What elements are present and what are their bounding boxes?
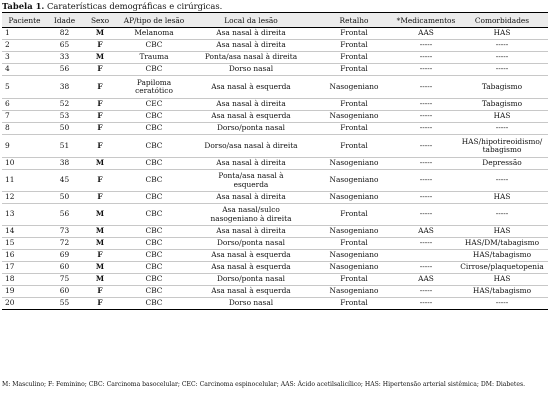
cell-medicamentos: AAS — [396, 28, 456, 40]
cell-ap-tipo-lesao: CBC — [118, 135, 190, 158]
cell-sexo: M — [82, 238, 118, 250]
cell-comorbidades: HAS/hipotireoidismo/ tabagismo — [456, 135, 548, 158]
cell-comorbidades: ----- — [456, 40, 548, 52]
table-row — [2, 28, 548, 40]
table-row — [2, 250, 548, 262]
cell-paciente: 11 — [2, 170, 47, 192]
cell-sexo: M — [82, 204, 118, 226]
cell-medicamentos — [396, 250, 456, 262]
caption-label: Tabela 1. — [2, 1, 45, 11]
cell-ap-tipo-lesao: CBC — [118, 111, 190, 123]
table-row — [2, 262, 548, 274]
cell-idade: 60 — [47, 262, 82, 274]
table-caption — [2, 1, 222, 12]
cell-medicamentos: ----- — [396, 64, 456, 76]
cell-local-lesao: Asa nasal à direita — [190, 28, 312, 40]
cell-comorbidades: ----- — [456, 52, 548, 64]
cell-ap-tipo-lesao: CEC — [118, 99, 190, 111]
cell-sexo: M — [82, 262, 118, 274]
cell-paciente: 3 — [2, 52, 47, 64]
cell-ap-tipo-lesao: CBC — [118, 262, 190, 274]
cell-medicamentos: ----- — [396, 111, 456, 123]
cell-paciente: 4 — [2, 64, 47, 76]
table-row — [2, 274, 548, 286]
cell-paciente: 14 — [2, 226, 47, 238]
cell-paciente: 12 — [2, 192, 47, 204]
cell-local-lesao: Asa nasal à esquerda — [190, 286, 312, 298]
cell-paciente: 7 — [2, 111, 47, 123]
cell-sexo: F — [82, 99, 118, 111]
cell-retalho: Nasogeniano — [312, 262, 396, 274]
cell-comorbidades: Tabagismo — [456, 76, 548, 99]
table-row — [2, 298, 548, 310]
cell-ap-tipo-lesao: CBC — [118, 250, 190, 262]
cell-local-lesao: Dorso nasal — [190, 298, 312, 310]
cell-idade: 52 — [47, 99, 82, 111]
cell-sexo: F — [82, 123, 118, 135]
cell-comorbidades: Cirrose/plaquetopenia — [456, 262, 548, 274]
cell-local-lesao: Dorso/ponta nasal — [190, 123, 312, 135]
cell-ap-tipo-lesao: Papiloma ceratótico — [118, 76, 190, 99]
cell-sexo: M — [82, 28, 118, 40]
cell-local-lesao: Asa nasal à esquerda — [190, 111, 312, 123]
cell-sexo: F — [82, 170, 118, 192]
table-row — [2, 64, 548, 76]
cell-comorbidades: HAS/tabagismo — [456, 250, 548, 262]
cell-medicamentos: ----- — [396, 262, 456, 274]
header-retalho: Retalho — [312, 13, 396, 28]
cell-ap-tipo-lesao: CBC — [118, 286, 190, 298]
cell-medicamentos: ----- — [396, 99, 456, 111]
cell-sexo: F — [82, 111, 118, 123]
cell-ap-tipo-lesao: Melanoma — [118, 28, 190, 40]
cell-idade: 65 — [47, 40, 82, 52]
cell-comorbidades: HAS — [456, 28, 548, 40]
cell-ap-tipo-lesao: CBC — [118, 40, 190, 52]
cell-sexo: F — [82, 76, 118, 99]
cell-comorbidades: ----- — [456, 204, 548, 226]
cell-comorbidades: ----- — [456, 123, 548, 135]
cell-local-lesao: Asa nasal à esquerda — [190, 250, 312, 262]
cell-local-lesao: Asa nasal à direita — [190, 40, 312, 52]
table-row — [2, 226, 548, 238]
cell-medicamentos: ----- — [396, 135, 456, 158]
table-row — [2, 158, 548, 170]
header-local-lesao: Local da lesão — [190, 13, 312, 28]
header-sexo: Sexo — [82, 13, 118, 28]
header-idade: Idade — [47, 13, 82, 28]
cell-retalho: Frontal — [312, 52, 396, 64]
cell-paciente: 19 — [2, 286, 47, 298]
cell-retalho: Nasogeniano — [312, 192, 396, 204]
cell-paciente: 10 — [2, 158, 47, 170]
cell-ap-tipo-lesao: Trauma — [118, 52, 190, 64]
cell-idade: 82 — [47, 28, 82, 40]
cell-idade: 73 — [47, 226, 82, 238]
cell-ap-tipo-lesao: CBC — [118, 274, 190, 286]
cell-sexo: F — [82, 286, 118, 298]
cell-local-lesao: Dorso/ponta nasal — [190, 274, 312, 286]
cell-medicamentos: ----- — [396, 40, 456, 52]
cell-retalho: Nasogeniano — [312, 111, 396, 123]
cell-local-lesao: Asa nasal à direita — [190, 226, 312, 238]
table-row — [2, 40, 548, 52]
cell-retalho: Frontal — [312, 28, 396, 40]
data-table — [2, 12, 548, 310]
table-row — [2, 123, 548, 135]
cell-paciente: 17 — [2, 262, 47, 274]
cell-local-lesao: Ponta/asa nasal à direita — [190, 52, 312, 64]
cell-paciente: 8 — [2, 123, 47, 135]
cell-idade: 45 — [47, 170, 82, 192]
cell-idade: 53 — [47, 111, 82, 123]
cell-idade: 56 — [47, 204, 82, 226]
cell-retalho: Frontal — [312, 274, 396, 286]
cell-retalho: Nasogeniano — [312, 226, 396, 238]
cell-local-lesao: Dorso/ponta nasal — [190, 238, 312, 250]
cell-comorbidades: HAS — [456, 274, 548, 286]
cell-sexo: F — [82, 192, 118, 204]
table-header-row — [2, 13, 548, 28]
cell-sexo: M — [82, 158, 118, 170]
cell-ap-tipo-lesao: CBC — [118, 123, 190, 135]
cell-retalho: Nasogeniano — [312, 250, 396, 262]
cell-comorbidades: HAS — [456, 226, 548, 238]
cell-medicamentos: AAS — [396, 274, 456, 286]
table-row — [2, 52, 548, 64]
cell-sexo: M — [82, 274, 118, 286]
cell-paciente: 20 — [2, 298, 47, 310]
table-row — [2, 286, 548, 298]
cell-local-lesao: Asa nasal à direita — [190, 99, 312, 111]
cell-comorbidades: Depressão — [456, 158, 548, 170]
cell-comorbidades: HAS/tabagismo — [456, 286, 548, 298]
cell-retalho: Frontal — [312, 40, 396, 52]
cell-paciente: 5 — [2, 76, 47, 99]
cell-ap-tipo-lesao: CBC — [118, 226, 190, 238]
cell-ap-tipo-lesao: CBC — [118, 64, 190, 76]
cell-comorbidades: ----- — [456, 298, 548, 310]
cell-retalho: Frontal — [312, 204, 396, 226]
header-comorbidades: Comorbidades — [456, 13, 548, 28]
cell-local-lesao: Asa nasal/sulco nasogeniano à direita — [190, 204, 312, 226]
cell-idade: 51 — [47, 135, 82, 158]
cell-retalho: Frontal — [312, 238, 396, 250]
cell-paciente: 13 — [2, 204, 47, 226]
cell-idade: 56 — [47, 64, 82, 76]
cell-medicamentos: ----- — [396, 204, 456, 226]
cell-medicamentos: ----- — [396, 76, 456, 99]
cell-medicamentos: ----- — [396, 238, 456, 250]
cell-retalho: Frontal — [312, 123, 396, 135]
cell-retalho: Nasogeniano — [312, 286, 396, 298]
cell-retalho: Frontal — [312, 135, 396, 158]
cell-local-lesao: Asa nasal à direita — [190, 192, 312, 204]
cell-retalho: Frontal — [312, 298, 396, 310]
cell-sexo: M — [82, 226, 118, 238]
table-row — [2, 170, 548, 192]
cell-paciente: 6 — [2, 99, 47, 111]
cell-ap-tipo-lesao: CBC — [118, 238, 190, 250]
cell-retalho: Frontal — [312, 99, 396, 111]
cell-ap-tipo-lesao: CBC — [118, 204, 190, 226]
cell-comorbidades: HAS — [456, 192, 548, 204]
cell-paciente: 1 — [2, 28, 47, 40]
cell-sexo: F — [82, 135, 118, 158]
cell-ap-tipo-lesao: CBC — [118, 192, 190, 204]
cell-medicamentos: ----- — [396, 123, 456, 135]
cell-retalho: Nasogeniano — [312, 76, 396, 99]
table-body — [2, 28, 548, 310]
cell-local-lesao: Asa nasal à esquerda — [190, 262, 312, 274]
cell-sexo: F — [82, 250, 118, 262]
cell-paciente: 16 — [2, 250, 47, 262]
cell-retalho: Nasogeniano — [312, 170, 396, 192]
cell-comorbidades: ----- — [456, 170, 548, 192]
cell-local-lesao: Asa nasal à esquerda — [190, 76, 312, 99]
cell-ap-tipo-lesao: CBC — [118, 158, 190, 170]
cell-idade: 75 — [47, 274, 82, 286]
table-row — [2, 192, 548, 204]
cell-local-lesao: Dorso nasal — [190, 64, 312, 76]
table-row — [2, 99, 548, 111]
cell-local-lesao: Asa nasal à direita — [190, 158, 312, 170]
cell-paciente: 18 — [2, 274, 47, 286]
cell-idade: 38 — [47, 158, 82, 170]
table-footnote: M: Masculino; F: Feminino; CBC: Carcinoma basocelular; CEC: Carcinoma espinocelular; AAS: Ácido acetilsalicílico; HAS: Hipertensão arterial sistêmica; DM: Diabetes. — [2, 381, 526, 388]
cell-idade: 60 — [47, 286, 82, 298]
cell-medicamentos: ----- — [396, 286, 456, 298]
cell-idade: 55 — [47, 298, 82, 310]
cell-idade: 72 — [47, 238, 82, 250]
cell-medicamentos: ----- — [396, 52, 456, 64]
cell-sexo: F — [82, 40, 118, 52]
table-row — [2, 76, 548, 99]
cell-comorbidades: HAS/DM/tabagismo — [456, 238, 548, 250]
cell-idade: 50 — [47, 123, 82, 135]
cell-idade: 38 — [47, 76, 82, 99]
cell-medicamentos: ----- — [396, 298, 456, 310]
cell-medicamentos: ----- — [396, 158, 456, 170]
table-row — [2, 111, 548, 123]
cell-sexo: F — [82, 64, 118, 76]
cell-idade: 69 — [47, 250, 82, 262]
cell-idade: 33 — [47, 52, 82, 64]
cell-comorbidades: ----- — [456, 64, 548, 76]
cell-ap-tipo-lesao: CBC — [118, 298, 190, 310]
table-row — [2, 204, 548, 226]
cell-paciente: 9 — [2, 135, 47, 158]
cell-sexo: M — [82, 52, 118, 64]
cell-paciente: 2 — [2, 40, 47, 52]
cell-medicamentos: ----- — [396, 192, 456, 204]
caption-text: Caraterísticas demográficas e cirúrgicas. — [44, 1, 223, 11]
cell-comorbidades: Tabagismo — [456, 99, 548, 111]
cell-medicamentos: AAS — [396, 226, 456, 238]
cell-local-lesao: Ponta/asa nasal à esquerda — [190, 170, 312, 192]
cell-medicamentos: ----- — [396, 170, 456, 192]
header-ap-tipo-lesao: AP/tipo de lesão — [118, 13, 190, 28]
cell-retalho: Frontal — [312, 64, 396, 76]
cell-comorbidades: HAS — [456, 111, 548, 123]
table-row — [2, 238, 548, 250]
cell-idade: 50 — [47, 192, 82, 204]
cell-sexo: F — [82, 298, 118, 310]
header-medicamentos: *Medicamentos — [396, 13, 456, 28]
header-paciente: Paciente — [2, 13, 47, 28]
cell-ap-tipo-lesao: CBC — [118, 170, 190, 192]
cell-paciente: 15 — [2, 238, 47, 250]
cell-retalho: Nasogeniano — [312, 158, 396, 170]
table-row — [2, 135, 548, 158]
cell-local-lesao: Dorso/asa nasal à direita — [190, 135, 312, 158]
